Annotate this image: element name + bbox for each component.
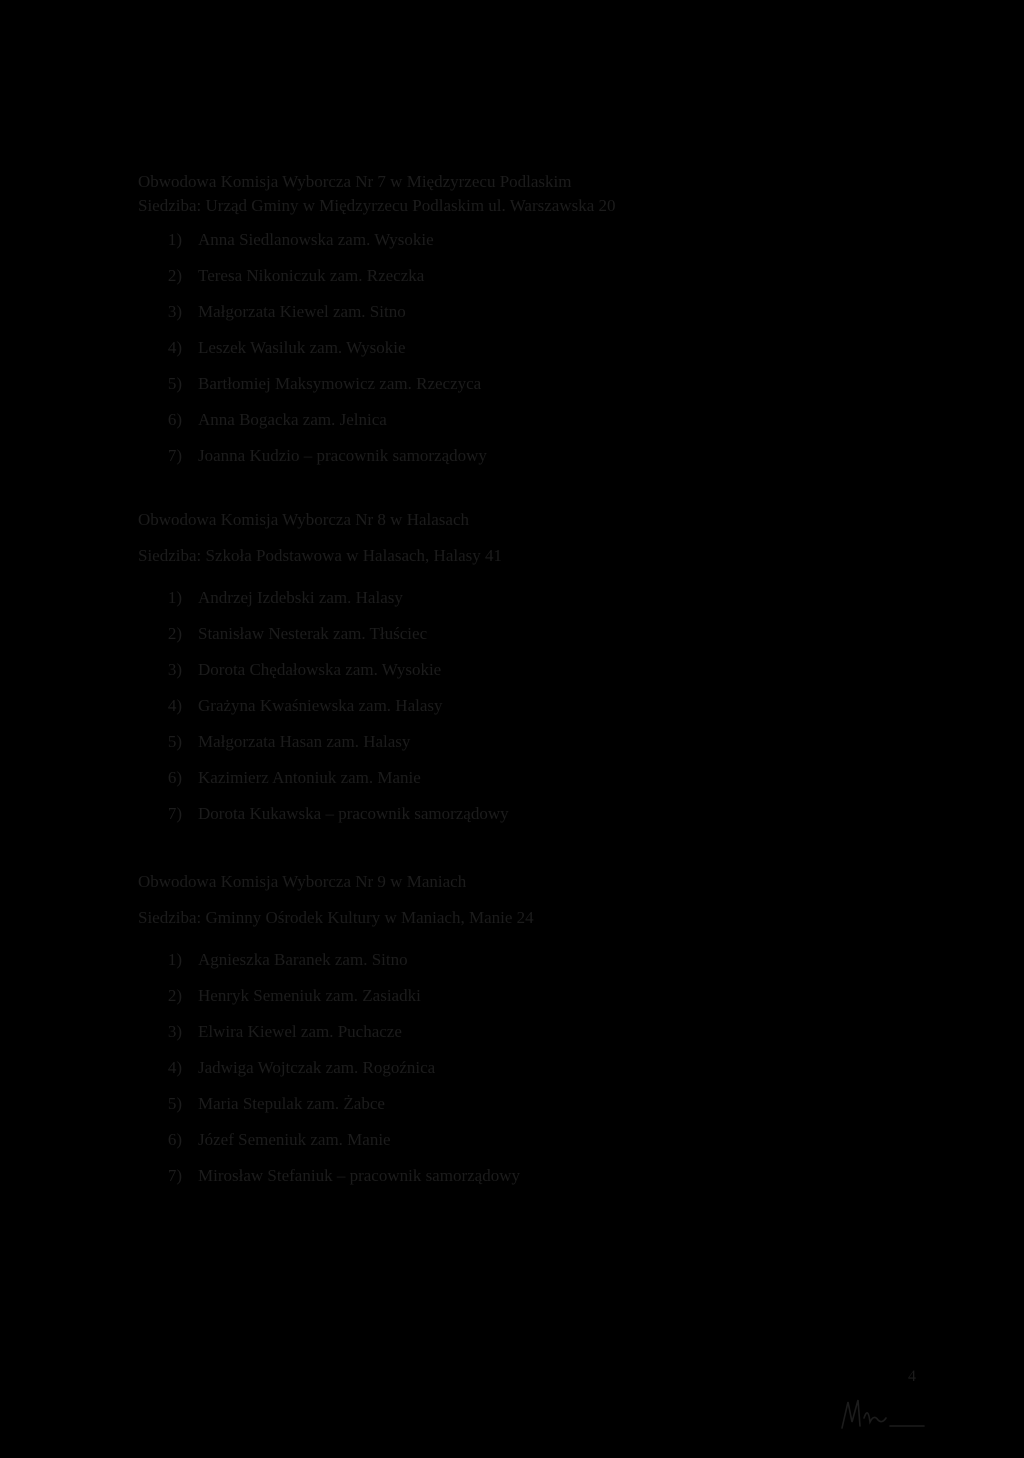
commission-seat: Siedziba: Szkoła Podstawowa w Halasach, Halasy 41 xyxy=(138,546,502,565)
member-text: Jadwiga Wojtczak zam. Rogoźnica xyxy=(198,1058,436,1077)
commission-title: Obwodowa Komisja Wyborcza Nr 7 w Międzyrzecu Podlaskim xyxy=(138,172,572,191)
member-number: 4) xyxy=(167,338,182,357)
member-text: Agnieszka Baranek zam. Sitno xyxy=(198,950,408,969)
page-number: 4 xyxy=(908,1368,916,1385)
commission-section-7 xyxy=(138,172,938,482)
member-item xyxy=(138,1130,938,1166)
commission-seat: Siedziba: Gminny Ośrodek Kultury w Maniach, Manie 24 xyxy=(138,908,534,927)
member-number: 4) xyxy=(167,696,182,715)
member-number: 5) xyxy=(167,1094,182,1113)
member-item xyxy=(138,732,938,768)
member-item xyxy=(138,338,938,374)
member-text: Anna Siedlanowska zam. Wysokie xyxy=(198,230,434,249)
member-item xyxy=(138,1022,938,1058)
member-number: 2) xyxy=(167,266,182,285)
member-text: Małgorzata Hasan zam. Halasy xyxy=(198,732,411,751)
member-item xyxy=(138,1094,938,1130)
commission-section-8 xyxy=(138,510,938,840)
member-item xyxy=(138,624,938,660)
commission-section-9 xyxy=(138,872,938,1202)
member-text: Kazimierz Antoniuk zam. Manie xyxy=(198,768,421,787)
member-item xyxy=(138,588,938,624)
member-number: 2) xyxy=(167,624,182,643)
member-number: 6) xyxy=(167,1130,182,1149)
member-item xyxy=(138,768,938,804)
member-number: 7) xyxy=(167,446,182,465)
member-item xyxy=(138,266,938,302)
member-text: Stanisław Nesterak zam. Tłuściec xyxy=(198,624,428,643)
member-number: 2) xyxy=(167,986,182,1005)
member-text: Teresa Nikoniczuk zam. Rzeczka xyxy=(198,266,425,285)
member-text: Elwira Kiewel zam. Puchacze xyxy=(198,1022,402,1041)
member-item xyxy=(138,1058,938,1094)
member-text: Henryk Semeniuk zam. Zasiadki xyxy=(198,986,421,1005)
member-text: Bartłomiej Maksymowicz zam. Rzeczyca xyxy=(198,374,482,393)
member-item xyxy=(138,950,938,986)
member-text: Leszek Wasiluk zam. Wysokie xyxy=(198,338,406,357)
member-number: 6) xyxy=(167,768,182,787)
member-text: Mirosław Stefaniuk – pracownik samorządowy xyxy=(198,1166,520,1185)
member-item xyxy=(138,804,938,840)
member-number: 7) xyxy=(167,1166,182,1185)
member-number: 6) xyxy=(167,410,182,429)
member-text: Małgorzata Kiewel zam. Sitno xyxy=(198,302,406,321)
member-text: Grażyna Kwaśniewska zam. Halasy xyxy=(198,696,443,715)
member-number: 7) xyxy=(167,804,182,823)
member-text: Andrzej Izdebski zam. Halasy xyxy=(198,588,403,607)
member-item xyxy=(138,446,938,482)
member-item xyxy=(138,660,938,696)
member-item xyxy=(138,986,938,1022)
member-item xyxy=(138,374,938,410)
member-text: Dorota Kukawska – pracownik samorządowy xyxy=(198,804,509,823)
member-text: Maria Stepulak zam. Żabce xyxy=(198,1094,385,1113)
commission-title: Obwodowa Komisja Wyborcza Nr 9 w Maniach xyxy=(138,872,467,891)
member-text: Joanna Kudzio – pracownik samorządowy xyxy=(198,446,487,465)
member-number: 1) xyxy=(167,950,182,969)
member-item xyxy=(138,230,938,266)
member-number: 3) xyxy=(167,1022,182,1041)
member-number: 1) xyxy=(167,230,182,249)
member-number: 1) xyxy=(167,588,182,607)
member-item xyxy=(138,302,938,338)
commission-title: Obwodowa Komisja Wyborcza Nr 8 w Halasach xyxy=(138,510,470,529)
member-item xyxy=(138,410,938,446)
member-item xyxy=(138,696,938,732)
member-number: 3) xyxy=(167,660,182,679)
signature-icon xyxy=(838,1392,930,1441)
member-list xyxy=(138,588,938,840)
member-list xyxy=(138,950,938,1202)
member-number: 4) xyxy=(167,1058,182,1077)
member-number: 5) xyxy=(167,374,182,393)
member-list xyxy=(138,230,938,482)
member-number: 5) xyxy=(167,732,182,751)
member-text: Dorota Chędałowska zam. Wysokie xyxy=(198,660,442,679)
member-text: Józef Semeniuk zam. Manie xyxy=(198,1130,391,1149)
member-text: Anna Bogacka zam. Jelnica xyxy=(198,410,387,429)
member-number: 3) xyxy=(167,302,182,321)
commission-seat: Siedziba: Urząd Gminy w Międzyrzecu Podlaskim ul. Warszawska 20 xyxy=(138,196,616,215)
member-item xyxy=(138,1166,938,1202)
